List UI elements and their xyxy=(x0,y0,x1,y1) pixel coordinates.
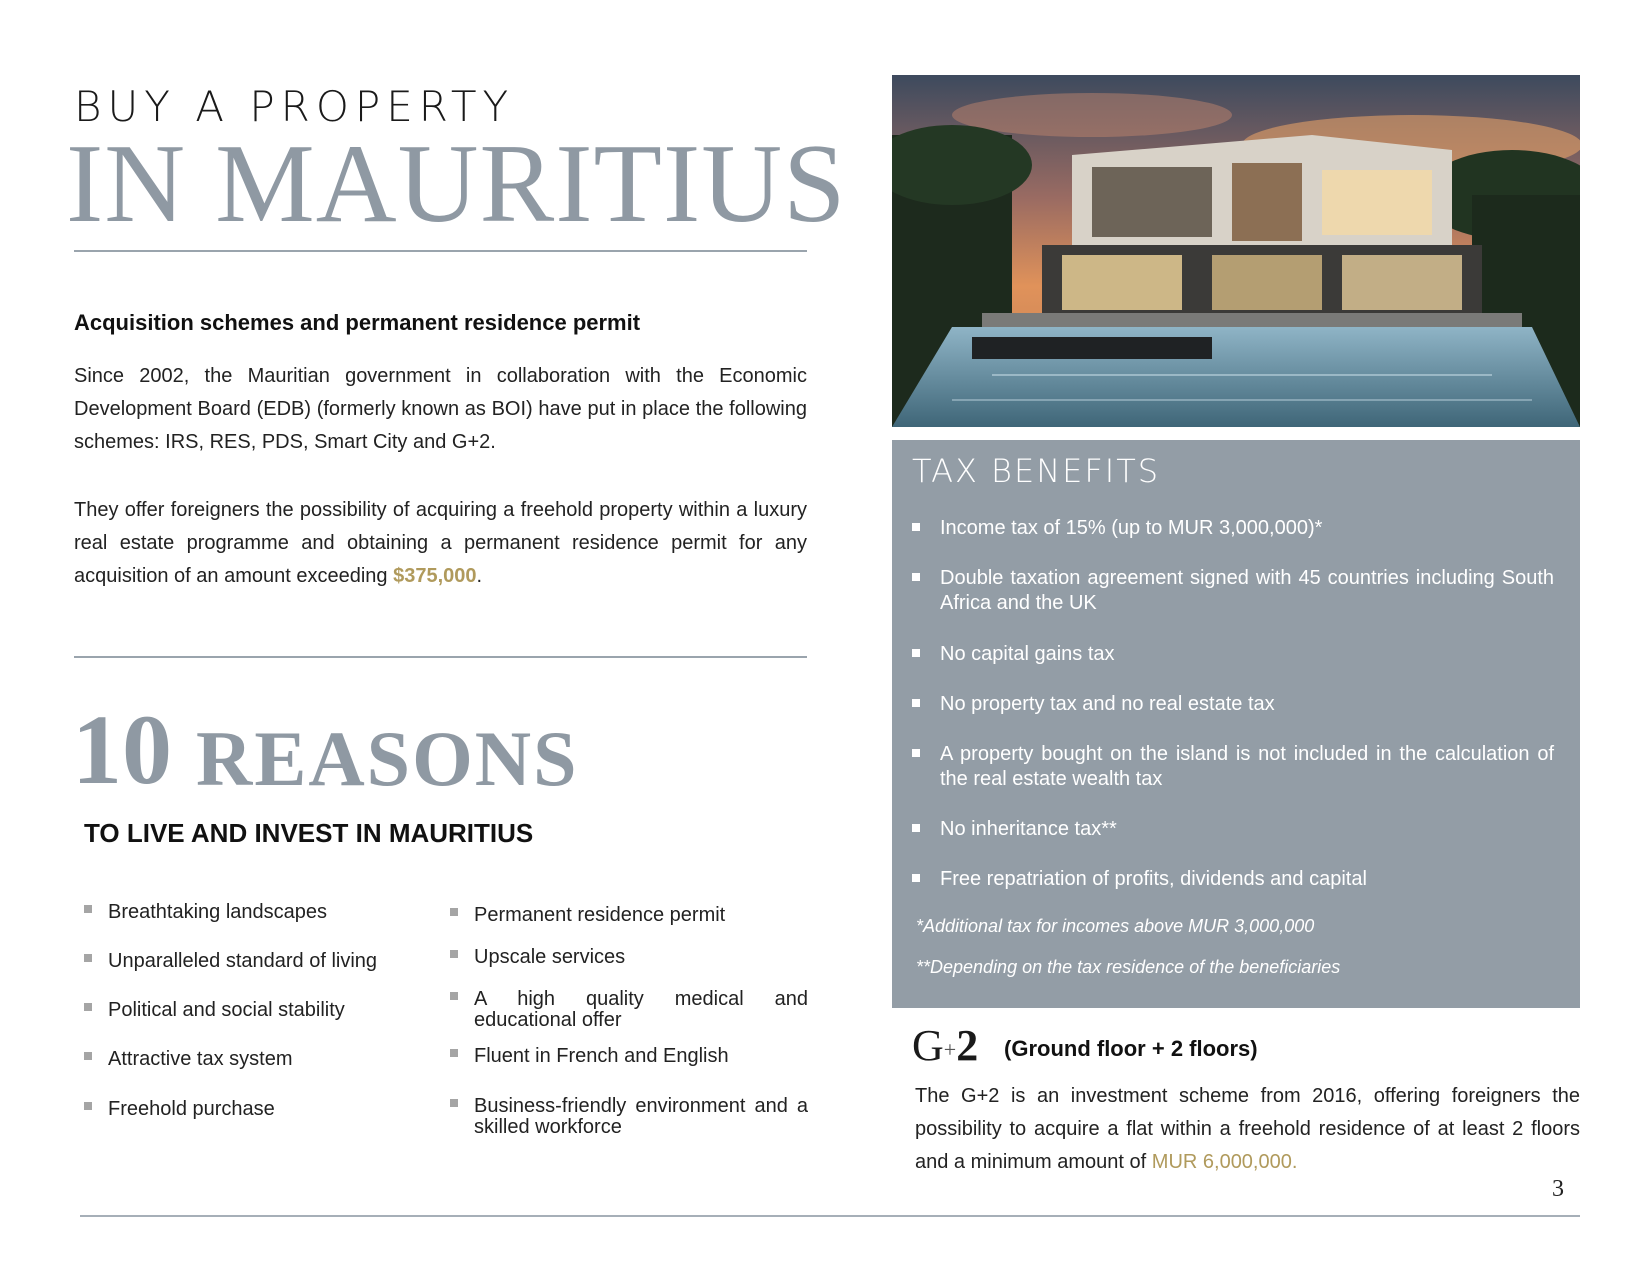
tax-item xyxy=(940,642,1554,667)
g2-logo-number: 2 xyxy=(956,1021,979,1070)
tax-item-text: Double taxation agreement signed with 45 countries including South Africa and the UK xyxy=(940,567,1554,614)
reason-item xyxy=(474,989,808,1031)
bullet-square-icon xyxy=(450,908,458,916)
reason-text: Fluent in French and English xyxy=(474,1045,729,1067)
reason-item xyxy=(474,947,808,968)
page-number: 3 xyxy=(1552,1176,1564,1202)
g2-minimum-amount: MUR 6,000,000. xyxy=(1151,1151,1298,1173)
bullet-square-icon xyxy=(84,905,92,913)
bullet-square-icon xyxy=(912,649,920,657)
reason-item xyxy=(474,905,808,926)
tax-item-text: No inheritance tax** xyxy=(940,818,1117,840)
reason-text: Breathtaking landscapes xyxy=(108,901,328,923)
tax-item-text: No capital gains tax xyxy=(940,643,1115,665)
title-divider xyxy=(74,250,807,252)
reason-item xyxy=(474,1046,808,1067)
schemes-heading: Acquisition schemes and permanent residence permit xyxy=(74,310,641,335)
tax-item xyxy=(940,516,1554,541)
reason-text: Unparalleled standard of living xyxy=(108,950,378,972)
tax-footnote: *Additional tax for incomes above MUR 3,000,000 xyxy=(916,916,1315,936)
reasons-title: REASONS xyxy=(196,715,579,802)
bullet-square-icon xyxy=(84,1003,92,1011)
tax-item xyxy=(940,566,1554,616)
bullet-square-icon xyxy=(912,523,920,531)
bullet-square-icon xyxy=(912,699,920,707)
reason-text: Business-friendly environment and a skilled workforce xyxy=(474,1095,808,1138)
bullet-square-icon xyxy=(912,874,920,882)
bullet-square-icon xyxy=(450,950,458,958)
g2-description-text: The G+2 is an investment scheme from 2016, offering foreigners the possibility to acquire a flat within a freehold residence of at least 2 floors and a minimum amount of xyxy=(915,1085,1580,1173)
reasons-subtitle: TO LIVE AND INVEST IN MAURITIUS xyxy=(84,818,534,848)
bullet-square-icon xyxy=(450,1099,458,1107)
reason-text: Upscale services xyxy=(474,946,626,968)
bullet-square-icon xyxy=(84,954,92,962)
reason-item xyxy=(108,1000,408,1021)
reason-item xyxy=(108,1099,408,1120)
reason-text: A high quality medical and educational offer xyxy=(474,988,808,1031)
bullet-square-icon xyxy=(450,1049,458,1057)
reason-item xyxy=(108,951,408,972)
g2-description xyxy=(915,1080,1580,1179)
reason-text: Freehold purchase xyxy=(108,1098,275,1120)
reason-text: Political and social stability xyxy=(108,999,345,1021)
bullet-square-icon xyxy=(450,992,458,1000)
footer-divider xyxy=(80,1215,1580,1217)
reason-text: Attractive tax system xyxy=(108,1048,293,1070)
tax-item-text: Free repatriation of profits, dividends and capital xyxy=(940,868,1367,890)
bullet-square-icon xyxy=(912,573,920,581)
tax-item-text: No property tax and no real estate tax xyxy=(940,693,1275,715)
tax-item xyxy=(940,692,1554,717)
g2-logo xyxy=(912,1022,978,1074)
tax-item xyxy=(940,867,1554,892)
bullet-square-icon xyxy=(84,1052,92,1060)
tax-benefits-title: TAX BENEFITS xyxy=(912,452,1161,490)
reason-item xyxy=(108,1049,408,1070)
kicker-title: BUY A PROPERTY xyxy=(74,82,515,131)
bullet-square-icon xyxy=(84,1102,92,1110)
schemes-paragraph-2-text: They offer foreigners the possibility of acquiring a freehold property within a luxury real estate programme and obtaining a permanent residence permit for any acquisition of an amount exceeding xyxy=(74,499,807,587)
reason-item xyxy=(108,902,408,923)
schemes-paragraph-2 xyxy=(74,494,807,593)
g2-logo-plus: + xyxy=(943,1036,957,1062)
tax-item xyxy=(940,742,1554,792)
page-title: IN MAURITIUS xyxy=(66,122,847,246)
minimum-amount: $375,000 xyxy=(393,565,477,587)
tax-item xyxy=(940,817,1554,842)
bullet-square-icon xyxy=(912,824,920,832)
bullet-square-icon xyxy=(912,749,920,757)
schemes-paragraph-1: Since 2002, the Mauritian government in collaboration with the Economic Development Board (EDB) (formerly known as BOI) have put in place the following schemes: IRS, RES, PDS, Smart City and G+2. xyxy=(74,365,807,453)
schemes-paragraph-2-end: . xyxy=(476,565,483,587)
villa-photo xyxy=(892,75,1580,427)
tax-item-text: Income tax of 15% (up to MUR 3,000,000)* xyxy=(940,517,1323,539)
reason-text: Permanent residence permit xyxy=(474,904,726,926)
tax-item-text: A property bought on the island is not included in the calculation of the real estate wealth tax xyxy=(940,743,1554,790)
section-divider xyxy=(74,656,807,658)
g2-logo-letter: G xyxy=(912,1021,944,1070)
g2-caption: (Ground floor + 2 floors) xyxy=(1004,1036,1258,1061)
villa-illustration xyxy=(892,75,1580,427)
reasons-number: 10 xyxy=(72,694,172,805)
reason-item xyxy=(474,1096,808,1138)
tax-benefits-panel xyxy=(892,440,1580,1008)
tax-footnote: **Depending on the tax residence of the beneficiaries xyxy=(916,957,1341,977)
